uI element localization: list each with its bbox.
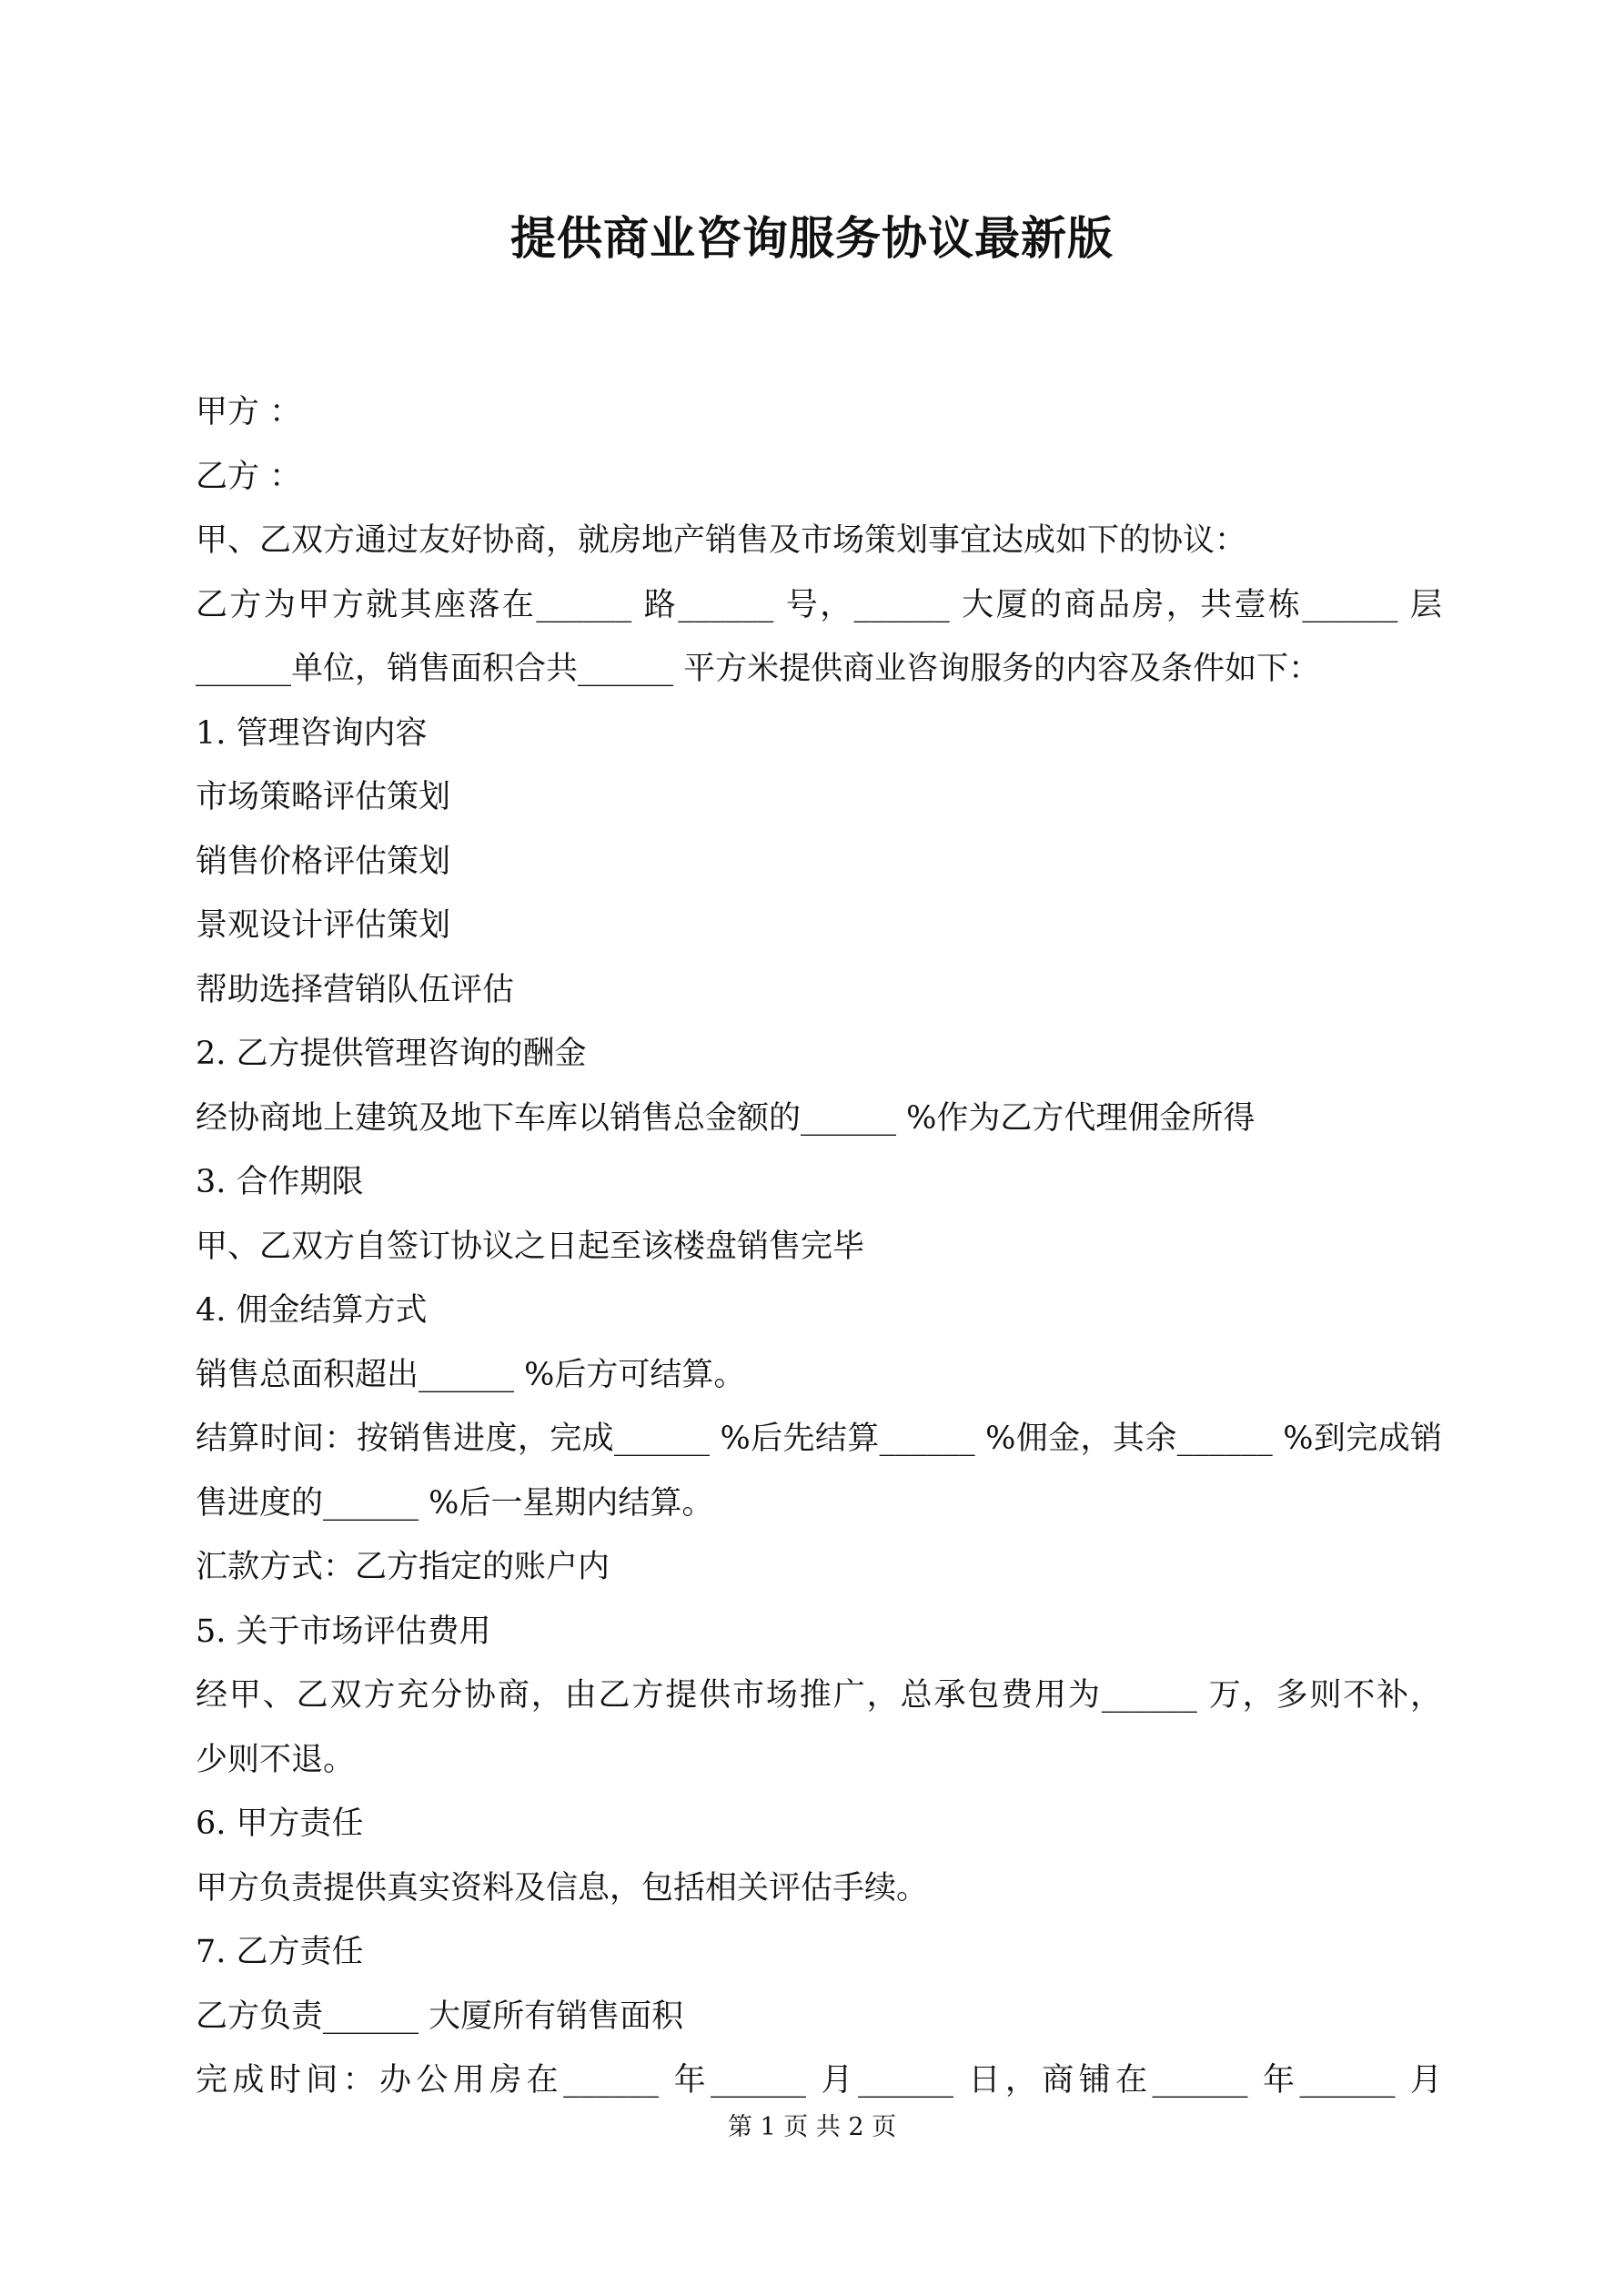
section-2-text: 经协商地上建筑及地下车库以销售总金额的______ %作为乙方代理佣金所得	[196, 1099, 1256, 1137]
settlement-time-line-2: 售进度的______ %后一星期内结算。	[196, 1484, 714, 1522]
section-3-text: 甲、乙双方自签订协议之日起至该楼盘销售完毕	[196, 1228, 865, 1265]
section-5-heading: 5. 关于市场评估费用	[196, 1613, 491, 1650]
section-1-item: 市场策略评估策划	[196, 779, 451, 815]
section-1-item: 销售价格评估策划	[196, 843, 451, 880]
document-title: 提供商业咨询服务协议最新版	[510, 211, 1114, 265]
section-6-heading: 6. 甲方责任	[196, 1805, 364, 1842]
section-5-text-line-2: 少则不退。	[196, 1741, 356, 1778]
party-b-line: 乙方 ：	[196, 458, 302, 495]
property-paragraph-line-2: ______单位，销售面积合共______ 平方米提供商业咨询服务的内容及条件如下：	[196, 651, 1321, 687]
section-6-text: 甲方负责提供真实资料及信息，包括相关评估手续。	[196, 1869, 929, 1907]
page-footer: 第 1 页 共 2 页	[727, 2113, 897, 2141]
document-body	[196, 380, 1442, 2113]
section-4-heading: 4. 佣金结算方式	[196, 1292, 428, 1329]
section-1-item: 帮助选择营销队伍评估	[196, 971, 515, 1008]
intro-paragraph: 甲、乙双方通过友好协商，就房地产销售及市场策划事宜达成如下的协议：	[196, 522, 1247, 559]
section-1-heading: 1. 管理咨询内容	[196, 714, 428, 752]
section-7-text: 乙方负责______ 大厦所有销售面积	[196, 1998, 684, 2035]
section-1-item: 景观设计评估策划	[196, 907, 451, 944]
section-5-text-line-1: 经甲、乙双方充分协商，由乙方提供市场推广，总承包费用为______ 万，多则不补，	[196, 1677, 1442, 1714]
completion-time-line: 完成时间：办公用房在______ 年______ 月______ 日，商铺在______ 年______ 月	[196, 2062, 1442, 2099]
remittance-method: 汇款方式：乙方指定的账户内	[196, 1549, 610, 1585]
section-2-heading: 2. 乙方提供管理咨询的酬金	[196, 1036, 587, 1072]
section-3-heading: 3. 合作期限	[196, 1164, 364, 1200]
party-a-line: 甲方 ：	[196, 394, 302, 430]
property-paragraph-line-1: 乙方为甲方就其座落在______ 路______ 号，______ 大厦的商品房，共壹栋______ 层	[196, 586, 1442, 623]
section-7-heading: 7. 乙方责任	[196, 1934, 364, 1970]
section-4-text: 销售总面积超出______ %后方可结算。	[196, 1356, 746, 1393]
settlement-time-line-1: 结算时间：按销售进度，完成______ %后先结算______ %佣金，其余______ %到完成销	[196, 1421, 1442, 1457]
